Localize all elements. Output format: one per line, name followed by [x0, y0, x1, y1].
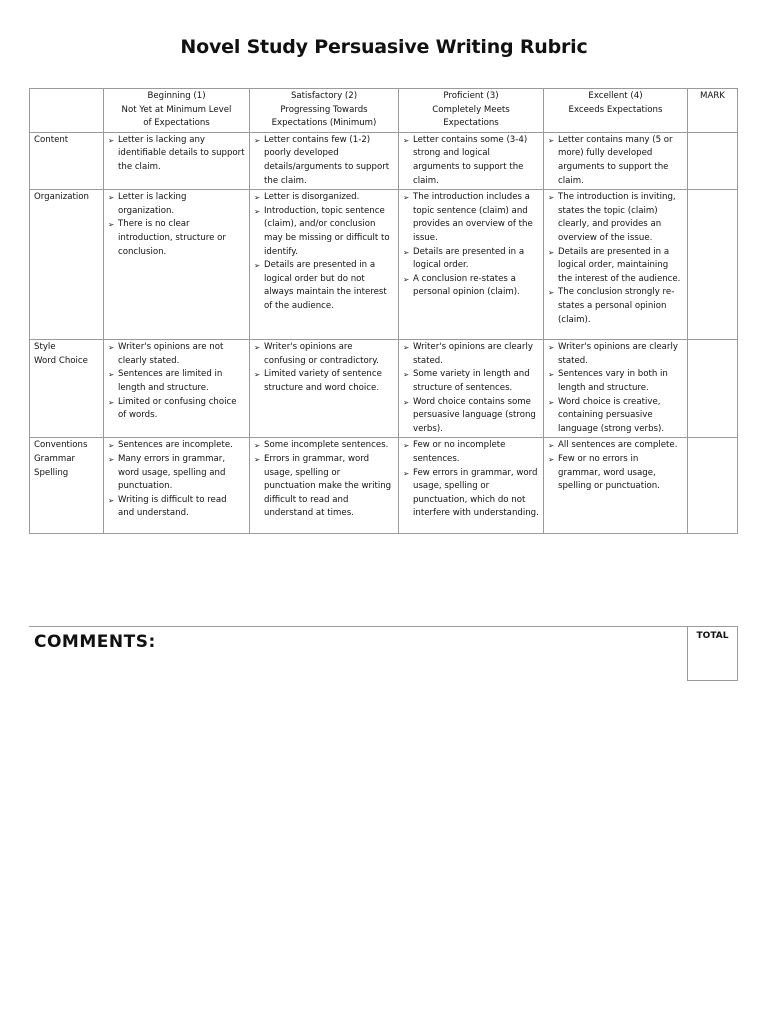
- category-label: Organization: [34, 192, 89, 203]
- criteria-bullet: ➢ Writer's opinions are confusing or contradictory.: [254, 341, 394, 368]
- criteria-cell: [399, 438, 544, 534]
- criteria-bullet: ➢ Errors in grammar, word usage, spelling or punctuation make the writing difficult to read and understand at times.: [254, 453, 394, 521]
- header-level: Beginning (1): [147, 91, 206, 101]
- criteria-bullet: ➢ Few errors in grammar, word usage, spelling or punctuation, which do not interfere with understanding.: [403, 467, 539, 521]
- criteria-bullet: ➢ There is no clear introduction, structure or conclusion.: [108, 218, 245, 259]
- criteria-cell: [544, 132, 688, 189]
- category-cell: [30, 132, 104, 189]
- criteria-bullet: ➢ Letter contains few (1-2) poorly developed details/arguments to support the claim.: [254, 134, 394, 188]
- header-level: Proficient (3): [443, 91, 499, 101]
- criteria-bullet: ➢ Writer's opinions are clearly stated.: [403, 341, 539, 368]
- mark-cell[interactable]: [688, 340, 738, 438]
- header-proficient: [399, 89, 544, 133]
- criteria-bullet: ➢ Sentences are incomplete.: [108, 439, 245, 453]
- header-cell-blank: [30, 89, 104, 133]
- criteria-bullet: ➢ Writer's opinions are clearly stated.: [548, 341, 683, 368]
- category-cell: [30, 438, 104, 534]
- total-box[interactable]: [687, 626, 738, 681]
- header-mark: [688, 89, 738, 133]
- criteria-bullet: ➢ The introduction includes a topic sentence (claim) and provides an overview of the issue.: [403, 191, 539, 245]
- total-label: TOTAL: [696, 631, 729, 641]
- header-desc: Progressing Towards: [280, 104, 368, 115]
- mark-cell[interactable]: [688, 132, 738, 189]
- mark-cell[interactable]: [688, 190, 738, 340]
- table-row: [30, 438, 738, 534]
- criteria-bullet: ➢ Limited variety of sentence structure and word choice.: [254, 368, 394, 395]
- page-title: Novel Study Persuasive Writing Rubric: [180, 36, 588, 58]
- criteria-cell: [250, 438, 399, 534]
- category-label: Spelling: [34, 467, 69, 478]
- criteria-cell: [399, 190, 544, 340]
- criteria-cell: [544, 438, 688, 534]
- criteria-cell: [250, 190, 399, 340]
- criteria-bullet: ➢ Details are presented in a logical order but do not always maintain the interest of the audience.: [254, 259, 394, 313]
- header-desc: Exceeds Expectations: [568, 104, 663, 115]
- criteria-bullet: ➢ Letter contains many (5 or more) fully developed arguments to support the claim.: [548, 134, 683, 188]
- category-label: Word Choice: [34, 355, 88, 366]
- criteria-cell: [104, 132, 250, 189]
- criteria-bullet: ➢ Few or no incomplete sentences.: [403, 439, 539, 466]
- header-excellent: [544, 89, 688, 133]
- category-label: Style: [34, 342, 56, 353]
- criteria-bullet: ➢ Letter is disorganized.: [254, 191, 394, 205]
- criteria-bullet: ➢ Word choice contains some persuasive language (strong verbs).: [403, 396, 539, 437]
- criteria-bullet: ➢ Introduction, topic sentence (claim), and/or conclusion may be missing or difficult to identify.: [254, 205, 394, 259]
- header-row: [30, 89, 738, 133]
- rubric-table: [29, 88, 738, 534]
- criteria-bullet: ➢ Many errors in grammar, word usage, spelling and punctuation.: [108, 453, 245, 494]
- criteria-cell: [250, 340, 399, 438]
- criteria-cell: [104, 438, 250, 534]
- criteria-cell: [544, 340, 688, 438]
- criteria-bullet: ➢ All sentences are complete.: [548, 439, 683, 453]
- header-desc: Not Yet at Minimum Level: [121, 104, 232, 115]
- criteria-bullet: ➢ A conclusion re-states a personal opinion (claim).: [403, 273, 539, 300]
- criteria-cell: [399, 132, 544, 189]
- table-row: [30, 132, 738, 189]
- criteria-bullet: ➢ Details are presented in a logical order.: [403, 246, 539, 273]
- criteria-bullet: ➢ Letter is lacking any identifiable details to support the claim.: [108, 134, 245, 175]
- criteria-bullet: ➢ Writing is difficult to read and understand.: [108, 494, 245, 521]
- header-level: Excellent (4): [588, 91, 643, 101]
- category-label: Content: [34, 134, 69, 145]
- header-desc: Expectations (Minimum): [271, 118, 377, 129]
- criteria-bullet: ➢ Word choice is creative, containing persuasive language (strong verbs).: [548, 396, 683, 437]
- table-row: [30, 190, 738, 340]
- criteria-bullet: ➢ The conclusion strongly re-states a personal opinion (claim).: [548, 286, 683, 327]
- criteria-bullet: ➢ Sentences vary in both in length and structure.: [548, 368, 683, 395]
- header-desc: of Expectations: [143, 118, 210, 129]
- category-label: Conventions: [34, 440, 88, 451]
- table-row: [30, 340, 738, 438]
- header-desc: Expectations: [443, 118, 499, 129]
- comments-label: COMMENTS:: [34, 632, 156, 652]
- criteria-bullet: ➢ Letter contains some (3-4) strong and logical arguments to support the claim.: [403, 134, 539, 188]
- criteria-bullet: ➢ Some variety in length and structure of sentences.: [403, 368, 539, 395]
- criteria-cell: [250, 132, 399, 189]
- header-desc: Completely Meets: [432, 104, 510, 115]
- criteria-bullet: ➢ Details are presented in a logical order, maintaining the interest of the audience.: [548, 246, 683, 287]
- header-satisfactory: [250, 89, 399, 133]
- criteria-bullet: ➢ Letter is lacking organization.: [108, 191, 245, 218]
- criteria-cell: [104, 340, 250, 438]
- comments-divider: [29, 626, 737, 627]
- criteria-cell: [399, 340, 544, 438]
- category-cell: [30, 340, 104, 438]
- mark-label: MARK: [700, 91, 725, 101]
- header-beginning: [104, 89, 250, 133]
- criteria-bullet: ➢ Limited or confusing choice of words.: [108, 396, 245, 423]
- mark-cell[interactable]: [688, 438, 738, 534]
- criteria-cell: [544, 190, 688, 340]
- criteria-bullet: ➢ Some incomplete sentences.: [254, 439, 394, 453]
- header-level: Satisfactory (2): [290, 91, 358, 101]
- criteria-bullet: ➢ The introduction is inviting, states the topic (claim) clearly, and provides an overview of the issue.: [548, 191, 683, 245]
- category-label: Grammar: [34, 453, 76, 464]
- criteria-bullet: ➢ Sentences are limited in length and structure.: [108, 368, 245, 395]
- criteria-bullet: ➢ Few or no errors in grammar, word usage, spelling or punctuation.: [548, 453, 683, 494]
- category-cell: [30, 190, 104, 340]
- criteria-cell: [104, 190, 250, 340]
- criteria-bullet: ➢ Writer's opinions are not clearly stated.: [108, 341, 245, 368]
